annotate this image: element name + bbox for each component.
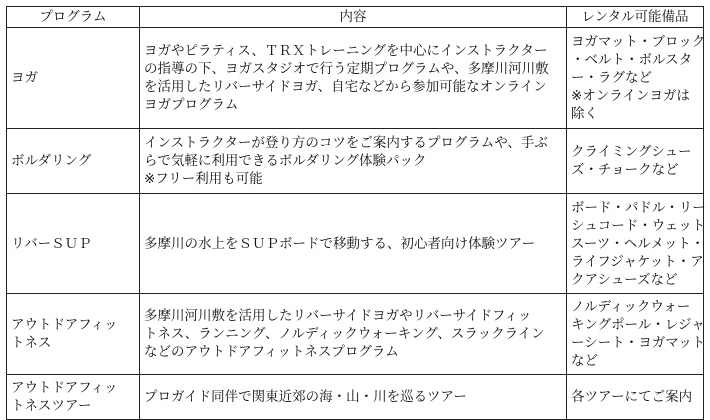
program-name: トネスツアー [11,398,92,414]
description-line: トネス、ランニング、ノルディックウォーキング、スラックライン [144,326,545,342]
program-name: ボルダリング [11,153,92,169]
description-cell [140,28,567,129]
table-row [7,375,704,420]
rental-line: ※オンラインヨガは [571,88,690,104]
table-row [7,294,704,375]
description-line: 多摩川河川敷を活用したリバーサイドヨガやリバーサイドフィッ [144,308,532,324]
description-line: の指導の下、ヨガスタジオで行う定期プログラムや、多摩川河川敷 [144,61,549,77]
rental-line: 各ツアーにてご案内 [571,389,693,405]
description-line: などのアウトドアフィットネスプログラム [144,344,399,360]
description-line: プロガイド同伴で関東近郊の海・山・川を巡るツアー [144,389,467,405]
description-line: らで気軽に利用できるボルダリング体験パック [144,153,427,169]
header-row [7,7,704,28]
table-row [7,28,704,129]
rental-cell [567,28,704,129]
program-name-cell [7,129,140,194]
header-program: プログラム [7,7,140,28]
rental-line: ー・ラグなど [571,70,652,86]
description-line: を活用したリバーサイドヨガ、自宅などから参加可能なオンライン [144,79,547,95]
rental-line: シュコード・ウェット [571,217,706,234]
rental-cell [567,194,704,294]
rental-cell [567,294,704,375]
rental-cell [567,129,704,194]
rental-line: ズ・チョークなど [571,162,679,178]
program-name-cell [7,375,140,420]
table-row [7,129,704,194]
description-line: インストラクターが登り方のコツをご案内するプログラムや、手ぶ [144,135,548,151]
table-row [7,194,704,294]
description-line: ※フリー利用も可能 [144,171,263,187]
rental-line: ーシート・ヨガマット [571,335,706,351]
rental-line: ヨガマット・ブロック [571,34,706,50]
description-line: ヨガやピラティス、ＴＲＸトレーニングを中心にインストラクター [144,43,548,59]
rental-cell [567,375,704,420]
program-name: ヨガ [11,70,38,86]
rental-line: 除く [571,106,598,122]
description-cell [140,129,567,194]
header-rental: レンタル可能備品 [567,7,704,28]
description-cell [140,294,567,375]
rental-line: ・ベルト・ボルスタ [571,52,693,68]
program-name-cell [7,294,140,375]
program-name: アウトドアフィッ [11,380,118,396]
rental-line: など [571,353,598,369]
program-name-cell [7,194,140,294]
rental-line: クアシューズなど [571,271,678,288]
table-wrapper [6,6,706,420]
program-table [6,6,704,420]
program-name: トネス [11,335,52,351]
rental-line: ノルディックウォー [571,299,691,315]
program-name: アウトドアフィッ [11,317,118,333]
rental-line: ボード・パドル・リー [571,199,706,216]
rental-line: キングポール・レジャ [571,317,705,333]
description-line: 多摩川の水上をＳＵＰボードで移動する、初心者向け体験ツアー [144,235,536,252]
description-cell [140,194,567,294]
description-cell [140,375,567,420]
rental-line: スーツ・ヘルメット・ [571,235,705,252]
rental-line: クライミングシュー [571,144,692,160]
header-content: 内容 [140,7,567,28]
program-name: リバーＳＵＰ [11,235,92,252]
rental-line: ライフジャケット・ア [571,253,704,270]
program-name-cell [7,28,140,129]
description-line: ヨガプログラム [144,97,239,113]
